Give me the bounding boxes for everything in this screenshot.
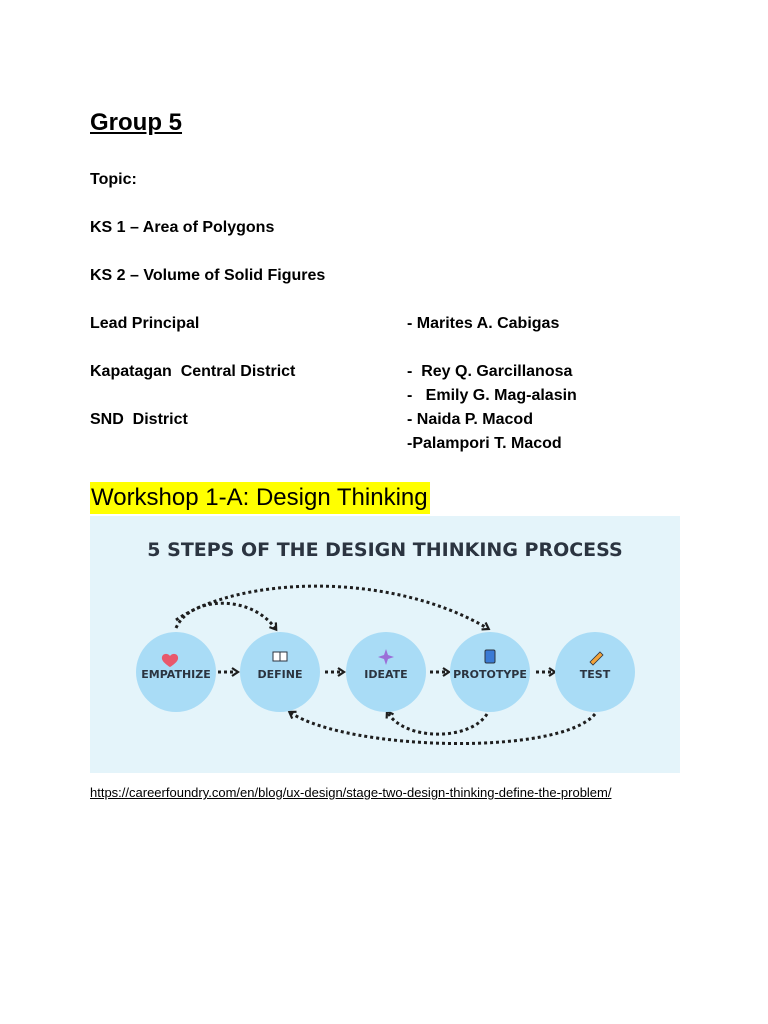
step-label: IDEATE: [364, 668, 408, 681]
ks1-text: KS 1 – Area of Polygons: [90, 219, 275, 236]
role-label-lead-principal: Lead Principal: [90, 315, 200, 332]
role-name: -Palampori T. Macod: [407, 435, 562, 452]
role-name: - Marites A. Cabigas: [407, 315, 560, 332]
role-label-snd: SND District: [90, 411, 188, 428]
role-name: - Rey Q. Garcillanosa: [407, 363, 573, 380]
source-link[interactable]: https://careerfoundry.com/en/blog/ux-design/stage-two-design-thinking-define-the-problem/: [90, 785, 612, 800]
book-icon: [273, 652, 287, 661]
step-ideate: [346, 632, 426, 712]
design-thinking-diagram: [90, 516, 680, 773]
step-define: [240, 632, 320, 712]
step-label: EMPATHIZE: [141, 668, 211, 681]
diagram-title: 5 STEPS OF THE DESIGN THINKING PROCESS: [147, 539, 623, 561]
topic-label: Topic:: [90, 171, 137, 188]
role-name: - Emily G. Mag-alasin: [407, 387, 577, 404]
role-name: - Naida P. Macod: [407, 411, 533, 428]
step-test: [555, 632, 635, 712]
page-title: Group 5: [90, 109, 183, 136]
step-label: DEFINE: [257, 668, 303, 681]
ks2-text: KS 2 – Volume of Solid Figures: [90, 267, 326, 284]
step-empathize: [136, 632, 216, 712]
step-label: TEST: [579, 668, 611, 681]
step-label: PROTOTYPE: [453, 668, 527, 681]
workshop-heading: Workshop 1-A: Design Thinking: [90, 482, 430, 514]
diagram-svg: [90, 516, 680, 773]
tablet-icon: [485, 650, 495, 663]
step-prototype: [450, 632, 530, 712]
role-label-kapatagan: Kapatagan Central District: [90, 363, 296, 380]
